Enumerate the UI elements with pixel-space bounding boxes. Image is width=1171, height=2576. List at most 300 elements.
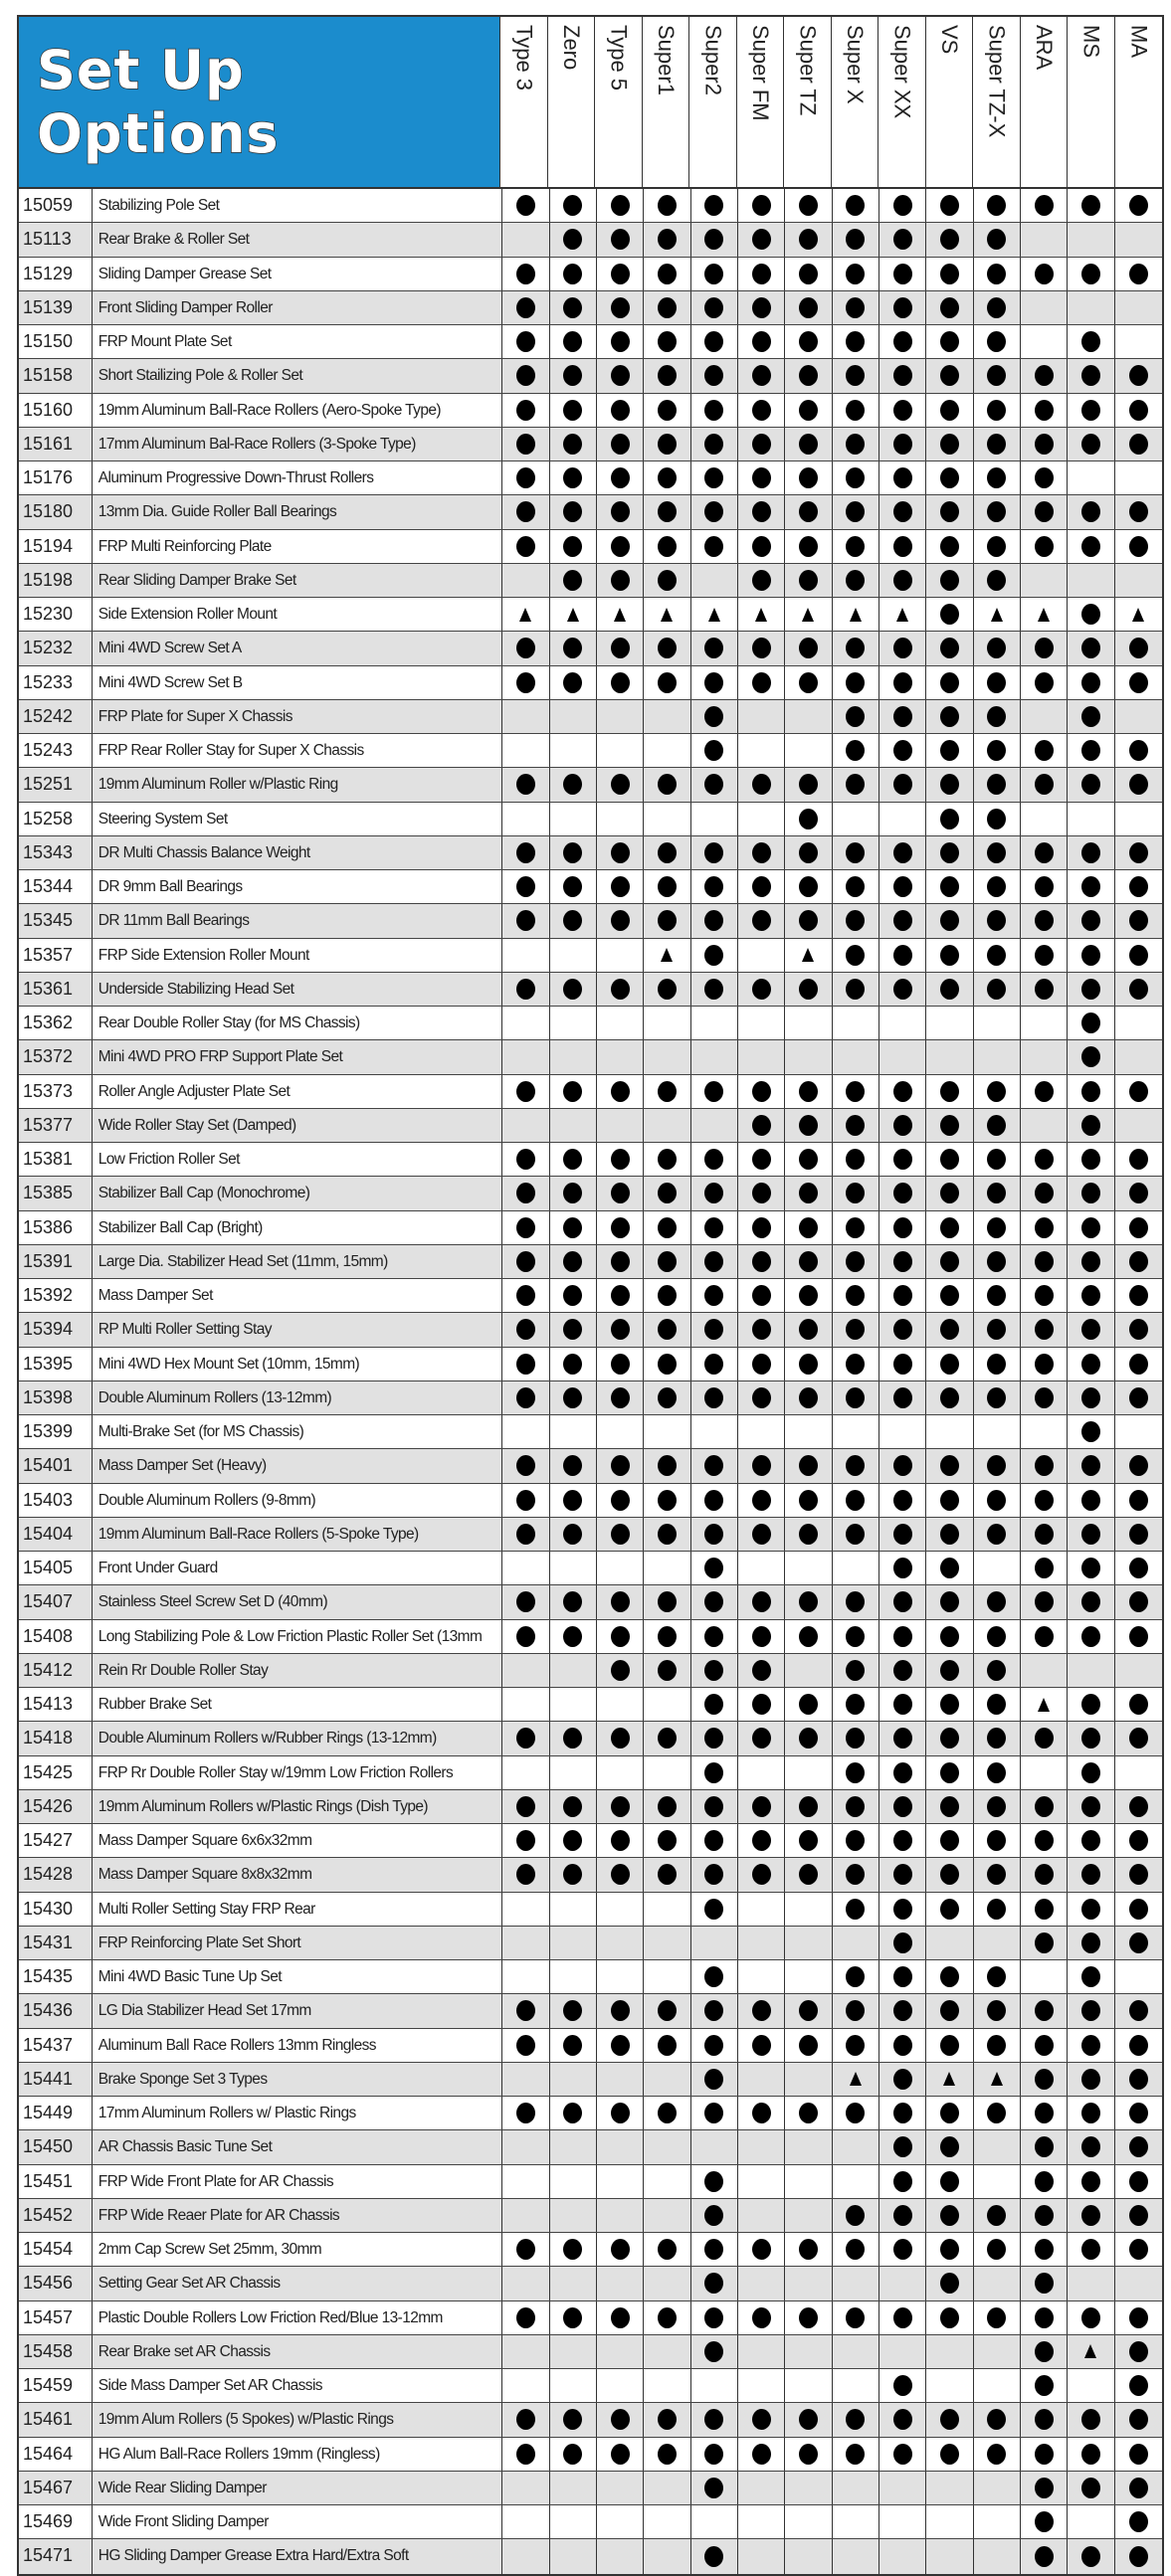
compatible-dot-icon — [987, 229, 1006, 250]
compat-cell — [644, 1654, 690, 1687]
compat-cell — [926, 1075, 973, 1108]
compat-cell — [691, 394, 738, 427]
compat-cell — [644, 2505, 690, 2538]
compatible-dot-icon — [704, 1558, 723, 1578]
compat-cell — [597, 870, 644, 903]
compatible-dot-icon — [752, 1319, 771, 1340]
compat-cell — [550, 2472, 597, 2504]
compatible-dot-icon — [752, 1660, 771, 1681]
compatible-dot-icon — [1129, 501, 1148, 522]
compatible-dot-icon — [1035, 1864, 1054, 1885]
compat-cell — [502, 1381, 549, 1414]
compat-cell — [926, 1484, 973, 1517]
compat-cell — [974, 2165, 1021, 2198]
compatible-dot-icon — [752, 1524, 771, 1545]
compatible-dot-icon — [658, 638, 677, 658]
compat-cell — [833, 2403, 879, 2436]
part-number: 15405 — [19, 1552, 93, 1584]
compat-cell — [502, 2267, 549, 2300]
compat-cell — [879, 291, 926, 324]
compat-cell — [1021, 1722, 1068, 1754]
compat-cell — [974, 258, 1021, 290]
compat-cell — [974, 1075, 1021, 1108]
compatible-dot-icon — [940, 809, 959, 829]
compat-cell — [785, 870, 832, 903]
compatible-dot-icon — [1081, 945, 1100, 966]
compatible-dot-icon — [846, 365, 865, 386]
compat-cell — [550, 2335, 597, 2368]
compatible-dot-icon — [799, 2103, 818, 2123]
compat-cell — [879, 803, 926, 835]
compat-cell — [502, 973, 549, 1006]
compatible-dot-icon — [1081, 264, 1100, 284]
compatible-dot-icon — [1129, 1319, 1148, 1340]
compatible-dot-icon — [940, 501, 959, 522]
compat-cell — [833, 1824, 879, 1857]
compat-cell — [691, 1654, 738, 1687]
compat-cell — [738, 1415, 785, 1448]
part-number: 15425 — [19, 1756, 93, 1789]
compat-cell — [1115, 325, 1162, 358]
compatible-dot-icon — [940, 1490, 959, 1511]
compatible-dot-icon — [611, 1864, 630, 1885]
compat-cell — [1021, 359, 1068, 392]
compatible-dot-icon — [846, 1728, 865, 1748]
part-name: Large Dia. Stabilizer Head Set (11mm, 15mm) — [93, 1245, 503, 1278]
compatible-dot-icon — [704, 876, 723, 897]
compat-cell — [502, 1313, 549, 1346]
compat-cell — [1068, 632, 1114, 664]
compatible-dot-icon — [893, 740, 912, 761]
part-number: 15194 — [19, 530, 93, 563]
compatible-dot-icon — [987, 876, 1006, 897]
compat-cell — [833, 1960, 879, 1993]
compatible-dot-icon — [1035, 1455, 1054, 1476]
compatible-dot-icon — [987, 2035, 1006, 2056]
part-number: 15456 — [19, 2267, 93, 2300]
compat-cell — [879, 394, 926, 427]
compatible-dot-icon — [1081, 842, 1100, 863]
compatible-dot-icon — [1081, 1591, 1100, 1612]
table-row — [19, 564, 1162, 598]
compat-cell — [974, 1552, 1021, 1584]
table-row — [19, 836, 1162, 870]
compat-cell — [1068, 700, 1114, 733]
partial-triangle-icon — [661, 948, 673, 962]
compatible-dot-icon — [1035, 1387, 1054, 1408]
table-row — [19, 768, 1162, 802]
part-number: 15361 — [19, 973, 93, 1006]
compat-cell — [833, 2505, 879, 2538]
table-row — [19, 632, 1162, 665]
compat-cell — [597, 1824, 644, 1857]
compat-cell — [738, 564, 785, 597]
compatible-dot-icon — [611, 434, 630, 455]
part-name: DR Multi Chassis Balance Weight — [93, 836, 503, 869]
table-row — [19, 1040, 1162, 1074]
compat-cell — [833, 1143, 879, 1176]
compatible-dot-icon — [563, 1081, 582, 1102]
compatible-dot-icon — [987, 1387, 1006, 1408]
compat-cell — [833, 1858, 879, 1891]
compat-cell — [974, 461, 1021, 494]
compatible-dot-icon — [752, 1183, 771, 1203]
compatible-dot-icon — [987, 297, 1006, 318]
compatible-dot-icon — [940, 1455, 959, 1476]
compatible-dot-icon — [752, 1490, 771, 1511]
compatible-dot-icon — [1081, 365, 1100, 386]
compat-cell — [597, 1415, 644, 1448]
partial-triangle-icon — [614, 608, 626, 622]
compat-cell — [1021, 598, 1068, 631]
compat-cell — [1115, 2267, 1162, 2300]
compat-cell — [785, 2438, 832, 2471]
compat-cell — [926, 870, 973, 903]
compatible-dot-icon — [704, 2000, 723, 2021]
compatible-dot-icon — [1129, 2239, 1148, 2260]
compat-cell — [1021, 1552, 1068, 1584]
compatible-dot-icon — [1081, 1830, 1100, 1851]
compat-cell — [738, 1994, 785, 2027]
compat-cell — [879, 1994, 926, 2027]
compatible-dot-icon — [563, 297, 582, 318]
compat-cell — [1021, 870, 1068, 903]
part-name: Rear Double Roller Stay (for MS Chassis) — [93, 1007, 503, 1039]
compat-cell — [550, 2097, 597, 2129]
compat-cell — [785, 2063, 832, 2096]
compat-cell — [879, 836, 926, 869]
part-number: 15428 — [19, 1858, 93, 1891]
compat-cell — [974, 2063, 1021, 2096]
compat-cell — [1115, 2539, 1162, 2573]
compatible-dot-icon — [1035, 1285, 1054, 1306]
part-number: 15243 — [19, 734, 93, 767]
compat-cell — [1021, 2335, 1068, 2368]
compat-cell — [738, 1960, 785, 1993]
compat-cell — [974, 939, 1021, 972]
compatible-dot-icon — [1081, 1899, 1100, 1920]
compat-cell — [785, 1348, 832, 1380]
compat-cell — [644, 803, 690, 835]
compat-cell — [833, 2199, 879, 2232]
compatible-dot-icon — [1035, 2546, 1054, 2567]
compat-cell — [597, 1109, 644, 1142]
compat-cell — [597, 1348, 644, 1380]
compatible-dot-icon — [940, 1796, 959, 1817]
compatible-dot-icon — [940, 1864, 959, 1885]
compatible-dot-icon — [987, 706, 1006, 727]
compatible-dot-icon — [658, 1626, 677, 1647]
compat-cell — [833, 461, 879, 494]
compatible-dot-icon — [893, 2205, 912, 2226]
compat-cell — [1068, 1994, 1114, 2027]
compat-cell — [738, 2438, 785, 2471]
compatible-dot-icon — [987, 2409, 1006, 2430]
compat-cell — [691, 1620, 738, 1653]
compatible-dot-icon — [704, 2205, 723, 2226]
compat-cell — [926, 325, 973, 358]
compatible-dot-icon — [1035, 638, 1054, 658]
compatible-dot-icon — [893, 1319, 912, 1340]
compatible-dot-icon — [752, 365, 771, 386]
compat-cell — [691, 666, 738, 699]
compat-cell — [833, 1585, 879, 1618]
compat-cell — [879, 1245, 926, 1278]
compat-cell — [879, 2369, 926, 2402]
compat-cell — [597, 2301, 644, 2334]
partial-triangle-icon — [1038, 1698, 1050, 1712]
compatible-dot-icon — [704, 1660, 723, 1681]
compatible-dot-icon — [752, 1217, 771, 1238]
compat-cell — [926, 2472, 973, 2504]
compat-cell — [926, 1348, 973, 1380]
compat-cell — [926, 1722, 973, 1754]
compat-cell — [926, 428, 973, 460]
part-number: 15258 — [19, 803, 93, 835]
compat-cell — [974, 632, 1021, 664]
compat-cell — [785, 632, 832, 664]
compat-cell — [785, 1994, 832, 2027]
compat-cell — [550, 2165, 597, 2198]
compat-cell — [974, 564, 1021, 597]
table-row — [19, 2130, 1162, 2164]
compatible-dot-icon — [846, 297, 865, 318]
compatible-dot-icon — [893, 2171, 912, 2192]
compat-cell — [833, 1484, 879, 1517]
compatible-dot-icon — [1129, 1251, 1148, 1272]
compat-cell — [785, 836, 832, 869]
part-name: Mini 4WD Basic Tune Up Set — [93, 1960, 503, 1993]
compat-cell — [879, 2233, 926, 2266]
compat-cell — [926, 495, 973, 528]
compat-cell — [1068, 394, 1114, 427]
compat-cell — [1068, 1279, 1114, 1312]
compatible-dot-icon — [799, 1728, 818, 1748]
compatible-dot-icon — [846, 910, 865, 931]
compatible-dot-icon — [893, 876, 912, 897]
part-name: 13mm Dia. Guide Roller Ball Bearings — [93, 495, 503, 528]
compatible-dot-icon — [516, 910, 535, 931]
compat-cell — [833, 1415, 879, 1448]
compat-cell — [785, 1518, 832, 1551]
part-name: Brake Sponge Set 3 Types — [93, 2063, 503, 2096]
compatible-dot-icon — [563, 229, 582, 250]
part-number: 15113 — [19, 223, 93, 256]
compat-cell — [926, 2063, 973, 2096]
compat-cell — [691, 359, 738, 392]
compatible-dot-icon — [611, 229, 630, 250]
compat-cell — [785, 1415, 832, 1448]
compat-cell — [691, 223, 738, 256]
table-row — [19, 2301, 1162, 2335]
compat-cell — [597, 1927, 644, 1959]
compat-cell — [926, 2029, 973, 2062]
compat-cell — [833, 1722, 879, 1754]
compat-cell — [833, 1109, 879, 1142]
compat-cell — [597, 2403, 644, 2436]
title-line-2: Options — [37, 102, 280, 165]
compat-cell — [833, 2063, 879, 2096]
compatible-dot-icon — [658, 1251, 677, 1272]
part-number: 15161 — [19, 428, 93, 460]
column-header — [689, 17, 737, 187]
compatible-dot-icon — [1081, 1354, 1100, 1375]
compat-cell — [1021, 768, 1068, 801]
compatible-dot-icon — [704, 2546, 723, 2567]
compat-cell — [785, 2472, 832, 2504]
table-row — [19, 461, 1162, 495]
compat-cell — [1068, 1858, 1114, 1891]
compatible-dot-icon — [1129, 979, 1148, 1000]
compat-cell — [974, 1177, 1021, 1209]
compat-cell — [550, 870, 597, 903]
compat-cell — [785, 666, 832, 699]
compatible-dot-icon — [1129, 2136, 1148, 2157]
compat-cell — [785, 1211, 832, 1244]
compat-cell — [644, 2233, 690, 2266]
compat-cell — [785, 939, 832, 972]
compatible-dot-icon — [1035, 365, 1054, 386]
compat-cell — [738, 2063, 785, 2096]
compatible-dot-icon — [563, 195, 582, 216]
compatible-dot-icon — [563, 1251, 582, 1272]
compatible-dot-icon — [799, 1490, 818, 1511]
compat-cell — [833, 325, 879, 358]
compatible-dot-icon — [940, 536, 959, 557]
compat-cell — [926, 1211, 973, 1244]
compatible-dot-icon — [658, 1183, 677, 1203]
table-row — [19, 1824, 1162, 1858]
compatible-dot-icon — [658, 2444, 677, 2465]
part-name: RP Multi Roller Setting Stay — [93, 1313, 503, 1346]
compat-cell — [502, 1552, 549, 1584]
compat-cell — [691, 1381, 738, 1414]
compatible-dot-icon — [1081, 979, 1100, 1000]
compat-cell — [502, 2097, 549, 2129]
compatible-dot-icon — [846, 434, 865, 455]
compatible-dot-icon — [1035, 1081, 1054, 1102]
compatible-dot-icon — [516, 876, 535, 897]
compat-cell — [691, 495, 738, 528]
compat-cell — [1115, 495, 1162, 528]
compat-cell — [1068, 325, 1114, 358]
compatible-dot-icon — [846, 2035, 865, 2056]
table-row — [19, 1381, 1162, 1415]
compatible-dot-icon — [752, 1796, 771, 1817]
compat-cell — [879, 598, 926, 631]
compat-cell — [738, 359, 785, 392]
compat-cell — [691, 1824, 738, 1857]
compatible-dot-icon — [940, 1830, 959, 1851]
compat-cell — [502, 1620, 549, 1653]
compat-cell — [785, 1177, 832, 1209]
compatible-dot-icon — [1035, 2511, 1054, 2532]
part-name: Sliding Damper Grease Set — [93, 258, 503, 290]
compat-cell — [550, 1313, 597, 1346]
compat-cell — [644, 1177, 690, 1209]
compat-cell — [1115, 2505, 1162, 2538]
compatible-dot-icon — [799, 1354, 818, 1375]
compatible-dot-icon — [516, 467, 535, 488]
compatible-dot-icon — [516, 638, 535, 658]
part-number: 15129 — [19, 258, 93, 290]
compat-cell — [597, 2438, 644, 2471]
compat-cell — [1115, 870, 1162, 903]
part-name: Mass Damper Square 6x6x32mm — [93, 1824, 503, 1857]
compatible-dot-icon — [846, 1864, 865, 1885]
part-number: 15430 — [19, 1893, 93, 1926]
compat-cell — [691, 1177, 738, 1209]
compatible-dot-icon — [893, 1455, 912, 1476]
compat-cell — [644, 2301, 690, 2334]
compat-cell — [785, 291, 832, 324]
compatible-dot-icon — [1035, 1728, 1054, 1748]
compat-cell — [1068, 2029, 1114, 2062]
compatible-dot-icon — [704, 2444, 723, 2465]
table-row — [19, 939, 1162, 973]
compatible-dot-icon — [987, 1354, 1006, 1375]
compat-cell — [974, 2505, 1021, 2538]
compat-cell — [1068, 1585, 1114, 1618]
compat-cell — [879, 1893, 926, 1926]
compat-cell — [502, 836, 549, 869]
compatible-dot-icon — [799, 264, 818, 284]
compatible-dot-icon — [1035, 1149, 1054, 1170]
compat-cell — [550, 2130, 597, 2163]
compat-cell — [785, 768, 832, 801]
compat-cell — [879, 632, 926, 664]
compat-cell — [597, 1177, 644, 1209]
compat-cell — [974, 870, 1021, 903]
compatible-dot-icon — [704, 229, 723, 250]
compatible-dot-icon — [1129, 2375, 1148, 2396]
compat-cell — [691, 2130, 738, 2163]
compat-cell — [502, 2029, 549, 2062]
part-number: 15160 — [19, 394, 93, 427]
compatible-dot-icon — [704, 1490, 723, 1511]
compatible-dot-icon — [704, 297, 723, 318]
compatible-dot-icon — [893, 1149, 912, 1170]
compatible-dot-icon — [893, 331, 912, 352]
compatible-dot-icon — [987, 1115, 1006, 1136]
compat-cell — [1021, 2267, 1068, 2300]
compatible-dot-icon — [658, 195, 677, 216]
compat-cell — [738, 803, 785, 835]
compatible-dot-icon — [658, 1217, 677, 1238]
compatible-dot-icon — [893, 195, 912, 216]
compatible-dot-icon — [1129, 2000, 1148, 2021]
compat-cell — [502, 1040, 549, 1073]
compatible-dot-icon — [658, 1455, 677, 1476]
compat-cell — [691, 1927, 738, 1959]
compat-cell — [597, 1552, 644, 1584]
compat-cell — [1115, 2165, 1162, 2198]
compat-cell — [502, 939, 549, 972]
compatible-dot-icon — [658, 2035, 677, 2056]
compatible-dot-icon — [893, 1081, 912, 1102]
compat-cell — [879, 1927, 926, 1959]
compat-cell — [691, 2369, 738, 2402]
compat-cell — [738, 2505, 785, 2538]
compat-cell — [1068, 2539, 1114, 2573]
compatible-dot-icon — [1081, 1251, 1100, 1272]
compatible-dot-icon — [704, 1762, 723, 1783]
compat-cell — [550, 1040, 597, 1073]
compat-cell — [1115, 632, 1162, 664]
compatible-dot-icon — [658, 1660, 677, 1681]
compat-cell — [691, 1348, 738, 1380]
compatible-dot-icon — [1129, 264, 1148, 284]
